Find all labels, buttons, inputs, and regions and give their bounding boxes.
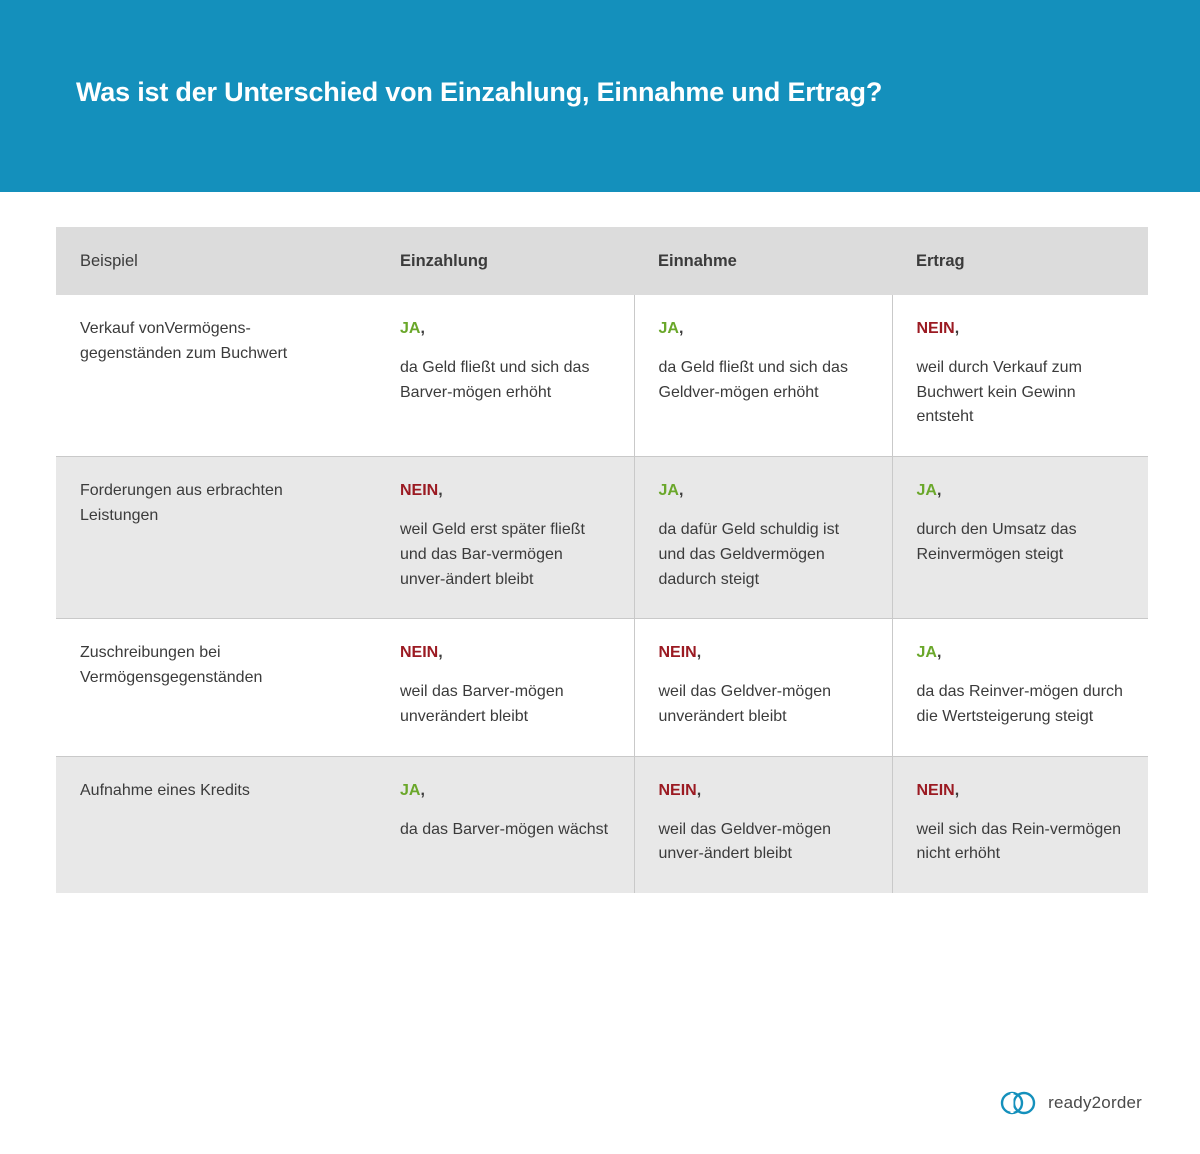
table-header-row [56, 227, 1148, 295]
verdict-badge: NEIN, [400, 644, 443, 662]
cell-einzahlung [376, 619, 634, 756]
cell-einnahme [634, 756, 892, 893]
verdict-reason: da Geld fließt und sich das Geldver-mögen erhöht [658, 358, 848, 401]
verdict-reason: weil das Geldver-mögen unver-ändert bleibt [658, 820, 832, 863]
table-row [56, 295, 1148, 457]
table-header [56, 227, 1148, 295]
table-row [56, 457, 1148, 619]
cell-ertrag [892, 756, 1148, 893]
verdict-reason: weil sich das Rein-vermögen nicht erhöht [916, 820, 1122, 863]
cell-einzahlung [376, 295, 634, 457]
verdict-reason: durch den Umsatz das Reinvermögen steigt [916, 520, 1077, 563]
cell-einnahme [634, 457, 892, 619]
cell-einzahlung [376, 756, 634, 893]
table-row [56, 756, 1148, 893]
comparison-table [56, 227, 1148, 893]
verdict-badge: NEIN, [658, 781, 702, 799]
verdict-badge: NEIN, [916, 320, 960, 337]
page-title: Was ist der Unterschied von Einzahlung, Einnahme und Ertrag? [76, 76, 883, 107]
verdict-reason: weil durch Verkauf zum Buchwert kein Gewinn entsteht [916, 358, 1082, 426]
cell-example: Aufnahme eines Kredits [56, 756, 376, 893]
cell-ertrag [892, 457, 1148, 619]
header-banner [0, 0, 1200, 192]
verdict-reason: weil Geld erst später fließt und das Bar-vermögen unver-ändert bleibt [400, 520, 585, 588]
verdict-reason: weil das Geldver-mögen unverändert bleibt [658, 683, 832, 725]
cell-example: Forderungen aus erbrachten Leistungen [56, 457, 376, 619]
verdict-badge: NEIN, [916, 781, 960, 799]
cell-example: Zuschreibungen bei Vermögensgegenständen [56, 619, 376, 756]
column-header-beispiel: Beispiel [56, 227, 376, 295]
cell-ertrag [892, 295, 1148, 457]
verdict-badge: JA, [658, 320, 684, 337]
cell-einnahme [634, 295, 892, 457]
column-header-ertrag: Ertrag [892, 227, 1148, 295]
verdict-badge: JA, [400, 781, 425, 799]
table-row [56, 619, 1148, 756]
column-header-einzahlung: Einzahlung [376, 227, 634, 295]
verdict-reason: da Geld fließt und sich das Barver-mögen erhöht [400, 358, 590, 401]
footer-logo [998, 1090, 1142, 1116]
cell-example: Verkauf vonVermögens-gegenständen zum Buchwert [56, 295, 376, 457]
verdict-badge: JA, [916, 644, 942, 662]
comparison-table-container [0, 192, 1200, 893]
table-body [56, 295, 1148, 893]
verdict-badge: JA, [400, 320, 425, 337]
verdict-badge: NEIN, [658, 644, 702, 662]
verdict-reason: da das Barver-mögen wächst [400, 820, 609, 838]
verdict-badge: NEIN, [400, 482, 443, 500]
cell-einnahme [634, 619, 892, 756]
verdict-reason: da dafür Geld schuldig ist und das Geldvermögen dadurch steigt [658, 520, 840, 588]
ready2order-rings-icon [998, 1090, 1038, 1116]
verdict-reason: da das Reinver-mögen durch die Wertsteigerung steigt [916, 683, 1123, 725]
column-header-einnahme: Einnahme [634, 227, 892, 295]
verdict-badge: JA, [916, 482, 942, 500]
logo-wordmark: ready2order [1048, 1093, 1142, 1112]
verdict-badge: JA, [658, 482, 684, 500]
verdict-reason: weil das Barver-mögen unverändert bleibt [400, 683, 564, 725]
cell-einzahlung [376, 457, 634, 619]
cell-ertrag [892, 619, 1148, 756]
